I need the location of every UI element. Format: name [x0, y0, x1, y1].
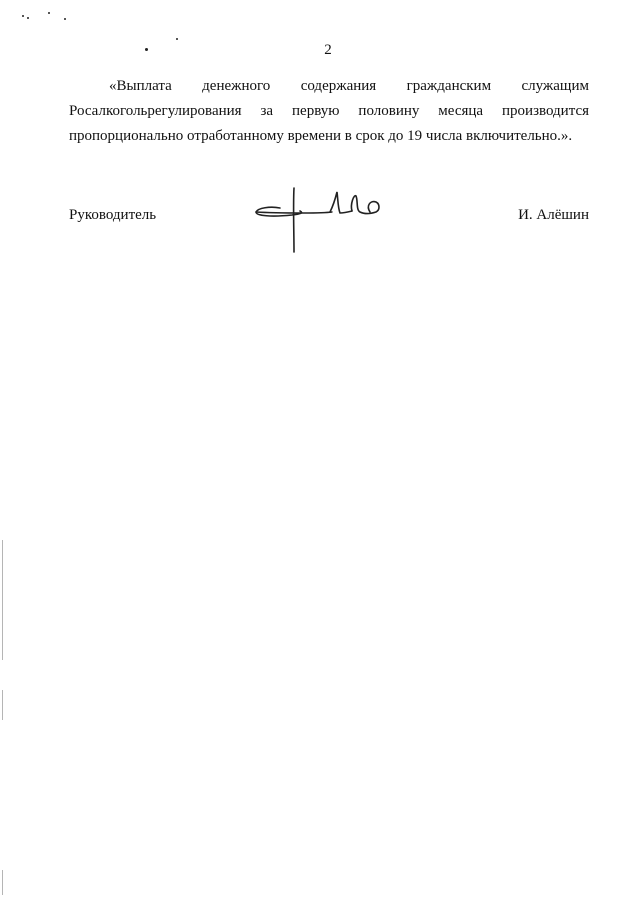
body-paragraph [69, 74, 589, 149]
handwritten-signature [252, 186, 387, 256]
scan-speck [64, 18, 66, 20]
scan-edge-mark [2, 870, 3, 895]
scan-edge-mark [2, 690, 3, 720]
signer-name: И. Алёшин [518, 207, 589, 223]
page-number: 2 [324, 42, 332, 58]
scan-speck [27, 17, 29, 19]
scan-speck [176, 38, 178, 40]
scan-speck [48, 12, 50, 14]
paragraph-line: Росалкогольрегулирования за первую половину месяца производится [69, 103, 589, 119]
signer-title: Руководитель [69, 207, 157, 223]
scan-edge-mark [2, 540, 3, 660]
paragraph-line: пропорционально отработанному времени в срок до 19 числа включительно.». [69, 128, 573, 144]
scan-speck [22, 15, 24, 17]
paragraph-line: «Выплата денежного содержания гражданским служащим [109, 78, 589, 94]
